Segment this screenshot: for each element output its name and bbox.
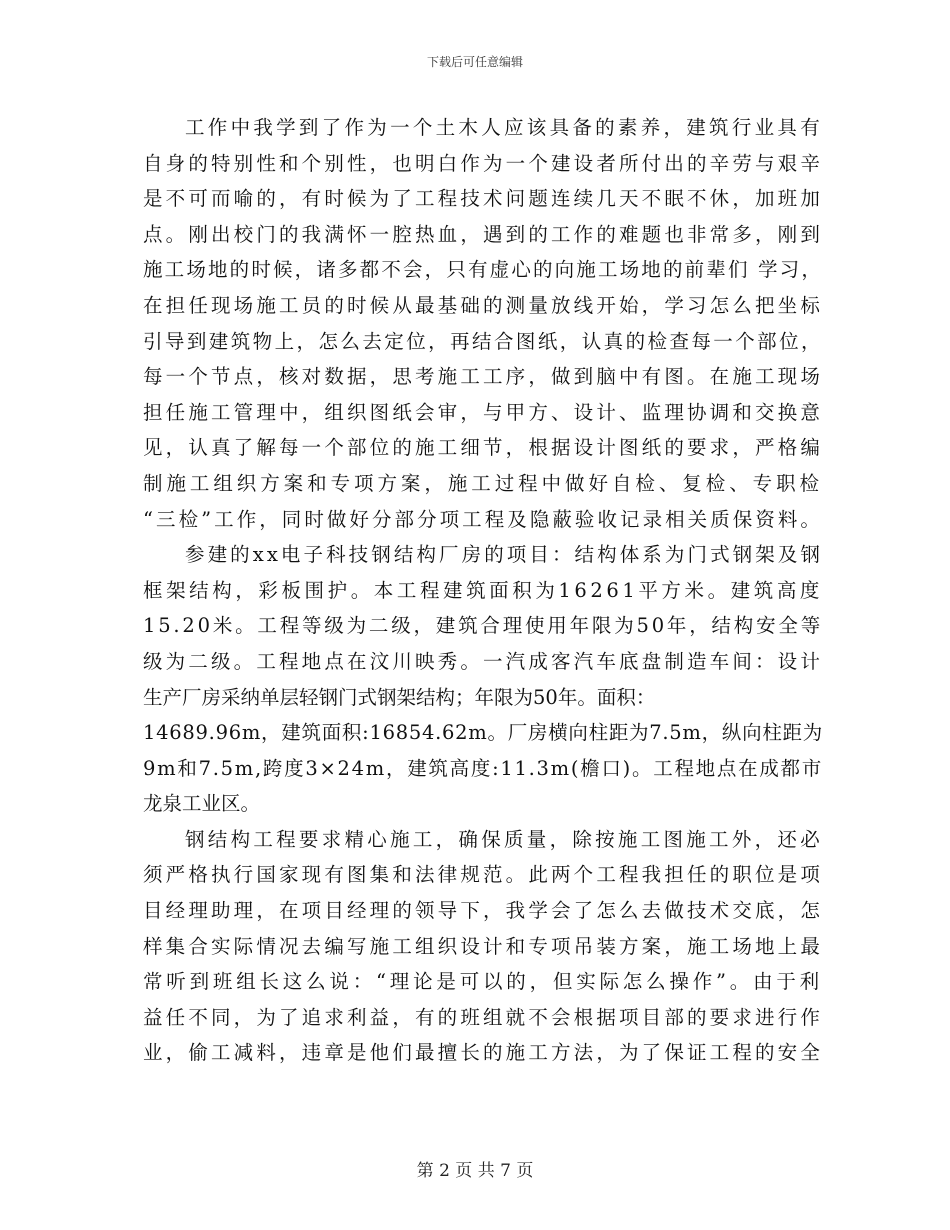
text-line: 钢结构工程要求精心施工，确保质量，除按施工图施工外，还必 <box>185 827 823 851</box>
text-line: 目经理助理，在项目经理的领导下，我学会了怎么去做技术交底，怎 <box>143 899 823 923</box>
text-line: 制施工组织方案和专项方案，施工过程中做好自检、复检、专职检 <box>143 471 823 495</box>
text-line: 引导到建筑物上，怎么去定位，再结合图纸，认真的检查每一个部位， <box>143 329 823 353</box>
page-header: 下载后可任意编辑 <box>426 55 523 69</box>
text-line: 14689.96m，建筑面积:16854.62m。厂房横向柱距为7.5m，纵向柱距为 <box>143 721 823 745</box>
text-line: 级为二级。工程地点在汶川映秀。一汽成客汽车底盘制造车间：设计 <box>143 649 823 673</box>
text-line: 业，偷工减料，违章是他们最擅长的施工方法，为了保证工程的安全 <box>143 1041 823 1065</box>
text-line: 见，认真了解每一个部位的施工细节，根据设计图纸的要求，严格编 <box>143 436 823 460</box>
text-line: 自身的特别性和个别性，也明白作为一个建设者所付出的辛劳与艰辛 <box>143 151 823 175</box>
text-line: 须严格执行国家现有图集和法律规范。此两个工程我担任的职位是项 <box>143 863 823 887</box>
text-line: 样集合实际情况去编写施工组织设计和专项吊装方案，施工场地上最 <box>143 934 823 958</box>
text-line: 龙泉工业区。 <box>143 792 261 816</box>
text-line: 点。刚出校门的我满怀一腔热血，遇到的工作的难题也非常多，刚到 <box>143 222 823 246</box>
text-line: 施工场地的时候，诸多都不会，只有虚心的向施工场地的前辈们 学习， <box>143 258 823 282</box>
text-line: 15.20米。工程等级为二级，建筑合理使用年限为50年，结构安全等 <box>143 614 823 638</box>
text-line: “三检”工作，同时做好分部分项工程及隐蔽验收记录相关质保资料。 <box>143 507 823 531</box>
text-line: 在担任现场施工员的时候从最基础的测量放线开始，学习怎么把坐标 <box>143 293 823 317</box>
page-number: 第 2 页 共 7 页 <box>416 1161 534 1181</box>
text-line: 常听到班组长这么说：“理论是可以的，但实际怎么操作”。由于利 <box>143 970 823 994</box>
text-line: 9m和7.5m,跨度3×24m，建筑高度:11.3m(檐口)。工程地点在成都市 <box>143 756 823 780</box>
text-line: 生产厂房采纳单层轻钢门式钢架结构；年限为50年。面积： <box>143 685 656 709</box>
text-line: 框架结构，彩板围护。本工程建筑面积为16261平方米。建筑高度 <box>143 578 823 602</box>
text-line: 担任施工管理中，组织图纸会审，与甲方、设计、监理协调和交换意 <box>143 400 823 424</box>
text-line: 益任不同，为了追求利益，有的班组就不会根据项目部的要求进行作 <box>143 1005 823 1029</box>
text-line: 每一个节点，核对数据，思考施工工序，做到脑中有图。在施工现场 <box>143 365 823 389</box>
text-line: 是不可而喻的，有时候为了工程技术问题连续几天不眠不休，加班加 <box>143 187 823 211</box>
text-line: 工作中我学到了作为一个土木人应该具备的素养，建筑行业具有 <box>185 116 823 139</box>
text-line: 参建的xx电子科技钢结构厂房的项目：结构体系为门式钢架及钢 <box>185 543 823 567</box>
document-body <box>143 110 823 1071</box>
